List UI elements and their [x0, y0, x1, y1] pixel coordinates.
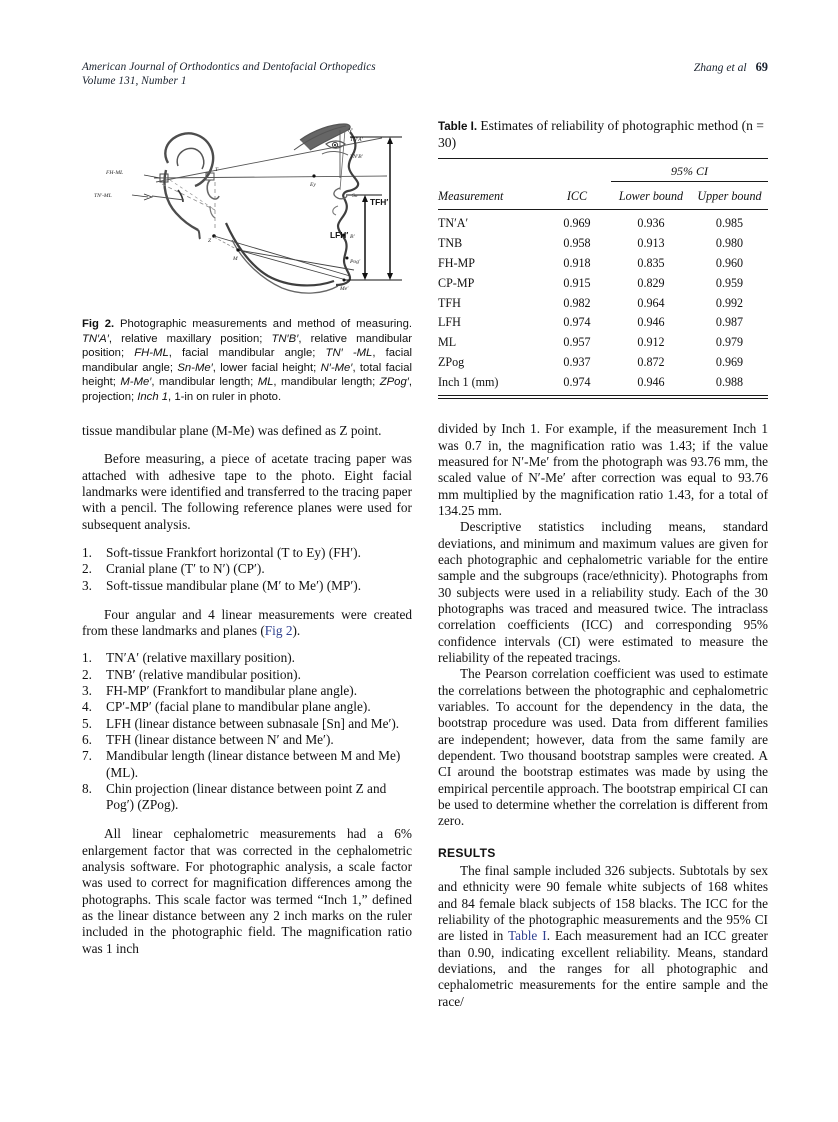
- col-header-lower-bound: Lower bound: [618, 188, 684, 203]
- measurement-item: [82, 667, 412, 683]
- caption-segment-13: , mandibular length;: [151, 376, 258, 389]
- caption-segment-17: , projection;: [82, 376, 412, 403]
- caption-segment-15: , mandibular length;: [273, 376, 380, 389]
- figure-label-me: Me′: [340, 286, 349, 292]
- paragraph-four-angular: [82, 607, 412, 640]
- figure-label-m: M: [233, 256, 238, 262]
- table-1: [438, 118, 768, 399]
- caption-segment-6: TN′ -ML: [325, 347, 373, 360]
- cell-lower-bound: 0.936: [637, 216, 665, 231]
- table-body: [438, 210, 768, 396]
- cell-measurement: FH-MP: [438, 255, 475, 270]
- cell-lower-bound: 0.946: [637, 315, 665, 330]
- measurement-item-text: TN′A′ (relative maxillary position).: [106, 650, 295, 666]
- figure-label-fh-ml: FH-ML: [106, 170, 124, 176]
- measurement-item-marker: 3.: [82, 683, 92, 699]
- cell-icc: 0.982: [563, 295, 591, 310]
- cell-measurement: TNB: [438, 236, 463, 251]
- caption-segment-11: , total facial height;: [82, 361, 412, 389]
- figure-label-t: T: [215, 167, 219, 173]
- paragraph-divided-by-inch: divided by Inch 1. For example, if the measurement Inch 1 was 0.7 in, the magnification ratio was 1.43; if the value measured for N′-Me′ from the photograph was 93.76 mm, the scaled value of N′-Me′ after correction was equal to 93.76 mm multiplied by the magnification ratio 1.43, for a total of 134.25 mm.: [438, 421, 768, 518]
- cell-measurement: TFH: [438, 295, 461, 310]
- authors-and-page: [694, 60, 768, 75]
- caption-segment-9: , lower facial height;: [212, 361, 321, 374]
- table-row: [438, 313, 768, 333]
- para-results-pre: The final sample included 326 subjects. Subtotals by sex and ethnicity were 90 female white subjects of 168 whites and 84 female black subjects of 158 blacks. The ICC for the reliability of the photographic measurements and the 95% CI are listed in: [438, 862, 768, 944]
- measurement-item-marker: 2.: [82, 666, 92, 682]
- xref-table-1[interactable]: Table I: [507, 928, 547, 944]
- table-row: [438, 273, 768, 293]
- cell-upper-bound: 0.960: [715, 255, 744, 270]
- reliability-table: [438, 158, 768, 399]
- figure-label-tn-b: TN′B′: [350, 154, 363, 160]
- table-row: [438, 210, 768, 234]
- measurements-list: [82, 650, 412, 813]
- cell-icc: 0.915: [563, 275, 591, 290]
- measurement-item: [82, 748, 412, 781]
- reference-plane-item: [82, 561, 412, 577]
- authors-label: Zhang et al: [693, 61, 747, 74]
- measurement-item-text: TNB′ (relative mandibular position).: [106, 666, 301, 682]
- reference-plane-item-marker: 1.: [82, 545, 92, 561]
- journal-identification: [82, 60, 376, 88]
- paragraph-before-measuring: Before measuring, a piece of acetate tracing paper was attached with adhesive tape to the photo. Eight facial landmarks were identified and transferred to the tracing paper with a pencil. The following reference planes were used for subsequent analysis.: [82, 451, 412, 532]
- cell-lower-bound: 0.912: [637, 335, 665, 350]
- cell-measurement: LFH: [438, 315, 461, 330]
- measurement-item-marker: 5.: [82, 715, 92, 731]
- caption-segment-3: , relative mandibular position;: [82, 332, 412, 360]
- measurement-item: [82, 716, 412, 732]
- cell-upper-bound: 0.959: [715, 275, 744, 290]
- measurement-item-marker: 7.: [82, 748, 92, 764]
- caption-segment-18: Inch 1: [137, 390, 169, 403]
- cell-icc: 0.918: [563, 255, 591, 270]
- table-group-header-ci: 95% CI: [611, 159, 768, 181]
- figure-2-image: [82, 118, 412, 303]
- reference-plane-item-text: Cranial plane (T′ to N′) (CP′).: [106, 561, 265, 577]
- measurement-item: [82, 699, 412, 715]
- caption-segment-5: , facial mandibular angle;: [168, 347, 326, 360]
- measurement-item: [82, 781, 412, 814]
- para-four-angular-post: ).: [292, 623, 301, 638]
- measurement-item-marker: 6.: [82, 732, 92, 748]
- table-head: [438, 159, 768, 210]
- caption-segment-10: N′-Me′: [320, 361, 353, 374]
- reference-planes-list: [82, 545, 412, 594]
- caption-segment-16: ZPog′: [379, 376, 409, 389]
- col-header-upper-bound: Upper bound: [697, 188, 762, 203]
- cell-lower-bound: 0.835: [637, 255, 665, 270]
- cell-icc: 0.974: [563, 315, 591, 330]
- table-row: [438, 234, 768, 254]
- cell-measurement: ML: [438, 335, 457, 350]
- figure-2-caption: [82, 317, 412, 405]
- figure-label-ey: Ey: [310, 182, 316, 188]
- caption-segment-2: TN′B′: [271, 332, 299, 345]
- col-header-icc: ICC: [566, 188, 588, 203]
- measurement-item-marker: 4.: [82, 699, 92, 715]
- table-1-caption: [438, 118, 768, 151]
- table-rule-bottom: [438, 396, 768, 399]
- right-column: [438, 118, 768, 1010]
- cephalometric-tracing-diagram: [82, 118, 412, 303]
- paragraph-tissue-mandibular-plane: tissue mandibular plane (M-Me) was defined as Z point.: [82, 422, 382, 438]
- caption-segment-1: , relative maxillary position;: [108, 332, 272, 345]
- paragraph-enlargement-factor: All linear cephalometric measurements had a 6% enlargement factor that was corrected in the cephalometric analysis software. For photographic analysis, a scale factor was used to correct for magnification differences among the photographs. This scale factor was termed “Inch 1,” defined as the linear distance between any 2 inch marks on the ruler included in the photographic field. The magnification ratio was 1 inch: [82, 826, 412, 956]
- cell-lower-bound: 0.829: [637, 275, 665, 290]
- measurement-item-text: LFH (linear distance between subnasale [Sn] and Me′).: [106, 715, 400, 731]
- journal-volume-issue: Volume 131, Number 1: [82, 75, 187, 87]
- cell-icc: 0.969: [563, 216, 591, 231]
- table-row: [438, 332, 768, 352]
- table-row: [438, 293, 768, 313]
- figure-label-pog: Pog′: [350, 259, 361, 265]
- paragraph-descriptive-statistics: Descriptive statistics including means, standard deviations, and minimum and maximum values are given for each photographic and cephalometric variable for the entire sample and the subgroups (race/ethnicity). Photographs from 30 subjects were used in a reliability study. Each of the 30 photographs was traced and measured twice. The intraclass correlation coefficients (ICC) and corresponding 95% confidence intervals (CI) were estimated to measure the reliability of the repeated tracings.: [438, 519, 768, 666]
- table-title-text: Estimates of reliability of photographic method (n = 30): [438, 118, 764, 150]
- reference-plane-item: [82, 578, 412, 594]
- caption-segment-12: M-Me′: [120, 376, 152, 389]
- measurement-item: [82, 650, 412, 666]
- reference-plane-item-marker: 3.: [82, 577, 92, 593]
- paragraph-pearson-correlation: The Pearson correlation coefficient was used to estimate the correlations between the photographic and cephalometric variables. To account for the dependency in the data, the bootstrap procedure was used. Data from different families are independent; however, data from the same family are dependent. Two thousand bootstrap samples were created. A CI around the bootstrap estimates was made by using the empirical percentile approach. The bootstrap empirical CI can be used to determine whether the correlation is different from zero.: [438, 666, 768, 829]
- table-column-header-row: [438, 181, 768, 209]
- left-column: [82, 118, 412, 957]
- cell-icc: 0.937: [563, 354, 591, 369]
- figure-label-lfh: LFH′: [330, 230, 349, 240]
- figure-2: [82, 118, 412, 405]
- cell-measurement: Inch 1 (mm): [438, 374, 499, 389]
- section-heading-results: RESULTS: [438, 845, 496, 860]
- table-group-header-row: [438, 159, 768, 181]
- caption-segment-7: , facial mandibular angle;: [82, 347, 413, 374]
- table-row: [438, 372, 768, 396]
- measurement-item-marker: 1.: [82, 650, 92, 666]
- measurement-item-text: CP′-MP′ (facial plane to mandibular plane angle).: [106, 699, 371, 715]
- cell-measurement: TN′A′: [438, 216, 469, 231]
- para-results-post: . Each measurement had an ICC greater than 0.90, indicating excellent reliability. Means, standard deviations, and the ranges for all photographic and cephalometric measurements for the entire sample and the race/: [438, 928, 768, 1009]
- running-head: [82, 60, 768, 92]
- cell-upper-bound: 0.979: [715, 335, 744, 350]
- cell-upper-bound: 0.969: [715, 354, 744, 369]
- cell-lower-bound: 0.964: [637, 295, 665, 310]
- figure-label-b-prime: B′: [350, 234, 355, 240]
- figure-label-tfh: TFH′: [370, 197, 389, 207]
- cell-upper-bound: 0.987: [715, 315, 744, 330]
- journal-title: American Journal of Orthodontics and Dentofacial Orthopedics: [82, 61, 376, 73]
- table-foot: [438, 396, 768, 399]
- measurement-item-text: Chin projection (linear distance between point Z and Pog′) (ZPog).: [106, 781, 387, 813]
- figure-label-z: Z: [208, 238, 212, 244]
- cell-lower-bound: 0.946: [637, 374, 665, 389]
- caption-segment-14: ML: [257, 376, 274, 389]
- measurement-item-text: FH-MP′ (Frankfort to mandibular plane angle).: [106, 683, 358, 699]
- cell-lower-bound: 0.872: [637, 354, 665, 369]
- figure-label-tn-a: TN′A′: [350, 137, 363, 143]
- measurement-item-text: Mandibular length (linear distance between M and Me) (ML).: [106, 748, 401, 780]
- table-row: [438, 253, 768, 273]
- cell-measurement: ZPog: [438, 354, 465, 369]
- caption-segment-19: , 1-in on ruler in photo.: [168, 390, 282, 403]
- para-four-angular-pre: Four angular and 4 linear measurements were created from these landmarks and planes (: [82, 606, 412, 638]
- cell-upper-bound: 0.980: [715, 236, 744, 251]
- reference-plane-item: [82, 545, 412, 561]
- table-label: Table I.: [438, 120, 478, 133]
- caption-segment-8: Sn-Me′: [177, 361, 213, 374]
- figure-label: Fig 2.: [82, 318, 115, 330]
- cell-icc: 0.958: [563, 236, 591, 251]
- cell-upper-bound: 0.992: [715, 295, 744, 310]
- reference-plane-item-marker: 2.: [82, 561, 92, 577]
- measurement-item: [82, 683, 412, 699]
- col-header-measurement: Measurement: [438, 188, 504, 203]
- paragraph-results: [438, 863, 768, 1010]
- cell-upper-bound: 0.988: [715, 374, 744, 389]
- figure-label-n-prime: N′: [348, 128, 353, 134]
- figure-label-tn-ml: TN′-ML: [94, 193, 112, 199]
- figure-caption-intro: Photographic measurements and method of measuring.: [114, 318, 412, 330]
- caption-segment-0: TN′A′: [82, 332, 109, 345]
- measurement-item-text: TFH (linear distance between N′ and Me′).: [106, 732, 334, 748]
- cell-upper-bound: 0.985: [715, 216, 744, 231]
- table-row: [438, 352, 768, 372]
- reference-plane-item-text: Soft-tissue mandibular plane (M′ to Me′) (MP′).: [106, 577, 362, 593]
- cell-icc: 0.974: [563, 374, 591, 389]
- measurement-item-marker: 8.: [82, 781, 92, 797]
- cell-measurement: CP-MP: [438, 275, 475, 290]
- reference-plane-item-text: Soft-tissue Frankfort horizontal (T to Ey) (FH′).: [106, 545, 361, 561]
- figure-label-sn: Sn: [352, 193, 358, 199]
- cell-icc: 0.957: [563, 335, 591, 350]
- measurement-item: [82, 732, 412, 748]
- figure-caption-segments: [82, 333, 412, 403]
- cell-lower-bound: 0.913: [637, 236, 665, 251]
- page-number: 69: [755, 60, 768, 74]
- caption-segment-4: FH-ML: [134, 347, 169, 360]
- xref-fig-2[interactable]: Fig 2: [264, 623, 293, 638]
